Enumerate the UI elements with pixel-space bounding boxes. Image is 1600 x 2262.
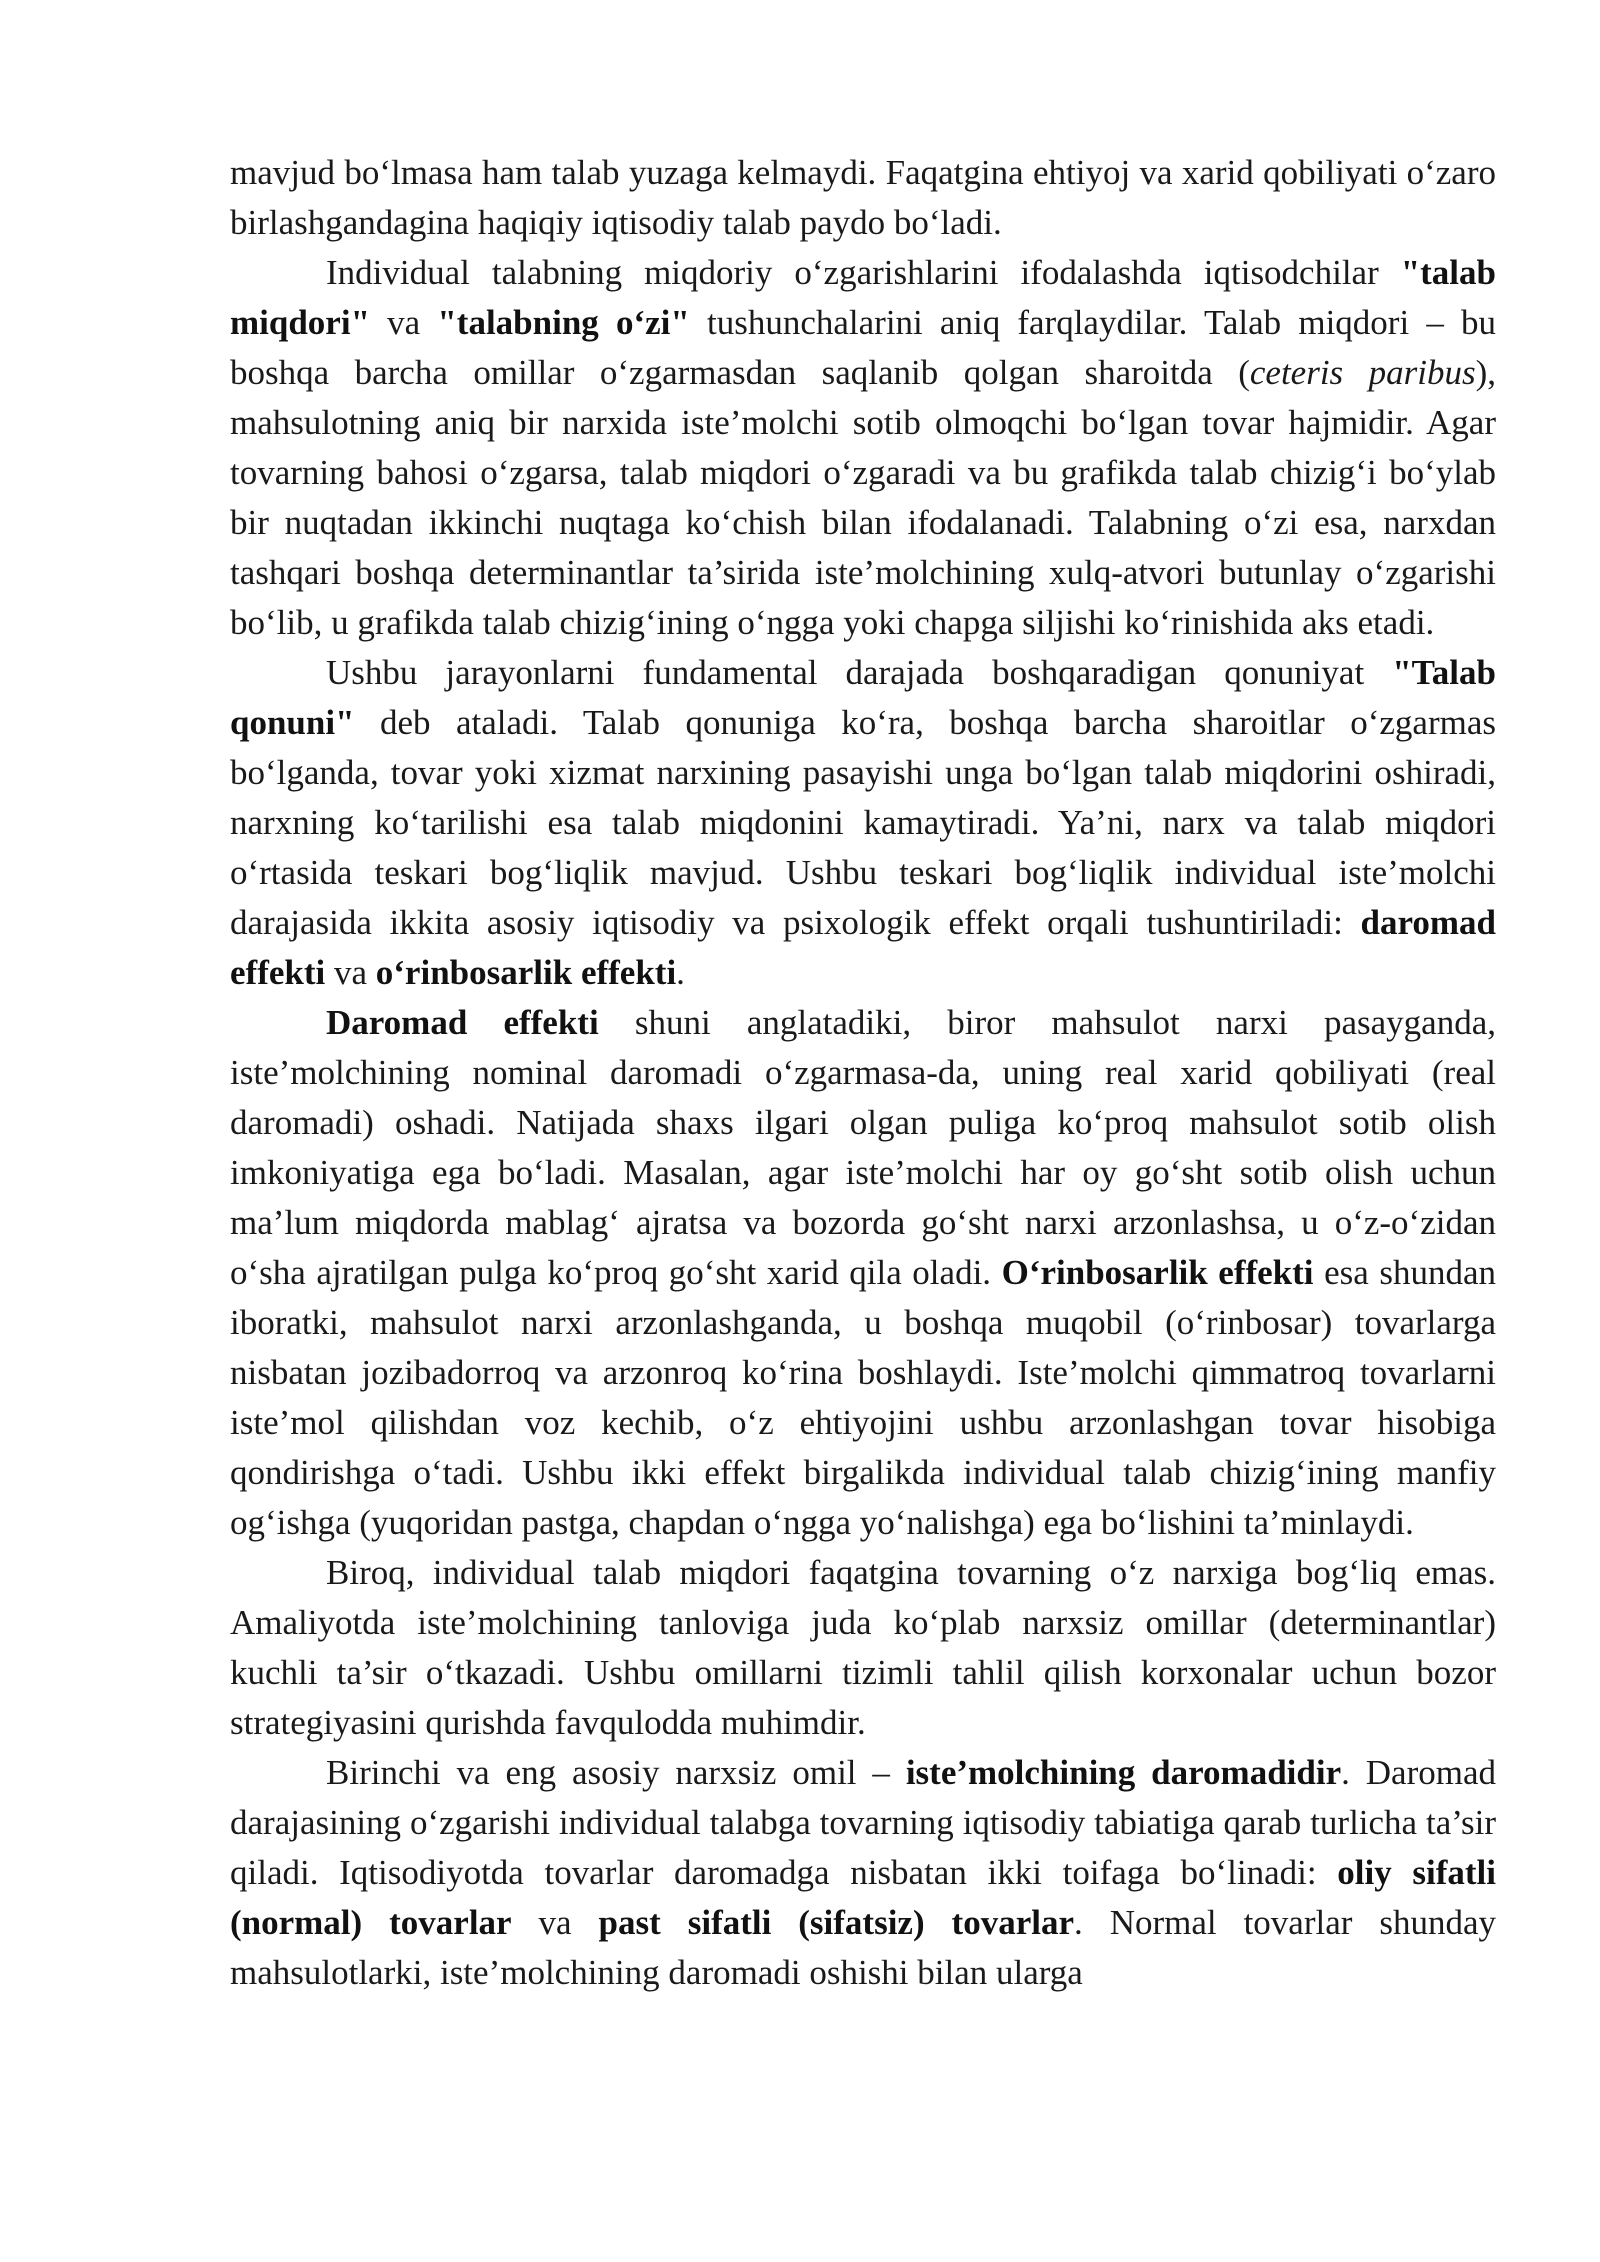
text-run: . Daromad darajasining o‘zgarishi individual talabga tovarning iqtisodiy tabiatiga qarab turlicha ta’sir qiladi. Iqtisodiyotda tovarlar daromadga nisbatan ikki toifaga bo‘linadi: [230, 1753, 1496, 1892]
bold-term: "Talab qonuni" [230, 653, 1496, 742]
body-paragraph [230, 648, 1496, 998]
text-run: Ushbu jarayonlarni fundamental darajada boshqaradigan qonuniyat [326, 653, 1393, 692]
body-paragraph [230, 148, 1496, 248]
text-run: va [511, 1903, 599, 1942]
bold-term: o‘rinbosarlik effekti [375, 953, 677, 992]
body-paragraph [230, 1548, 1496, 1748]
bold-term: oliy sifatli (normal) tovarlar [230, 1853, 1496, 1942]
italic-term: ceteris paribus [1249, 353, 1476, 392]
text-run: Biroq, individual talab miqdori faqatgina tovarning o‘z narxiga bog‘liq emas. Amaliyotda iste’molchining tanloviga juda ko‘plab narxsiz omillar (determinantlar) kuchli ta’sir o‘tkazadi. Ushbu omillarni tizimli tahlil qilish korxonalar uchun bozor strategiyasini qurishda favqulodda muhimdir. [230, 1553, 1496, 1742]
bold-term: "talab miqdori" [230, 253, 1496, 342]
text-run: tushunchalarini aniq farqlaydilar. Talab miqdori – bu boshqa barcha omillar o‘zgarmasdan saqlanib qolgan sharoitda ( [230, 303, 1496, 392]
text-run: . Normal tovarlar shunday mahsulotlarki, iste’molchining daromadi oshishi bilan ularga [230, 1903, 1497, 1992]
text-run: . [676, 953, 685, 992]
text-run: shuni anglatadiki, biror mahsulot narxi pasayganda, iste’molchining nominal daromadi o‘zgarmasa-da, uning real xarid qobiliyati (real daromadi) oshadi. Natijada shaxs ilgari olgan puliga ko‘proq mahsulot sotib olish imkoniyatiga ega bo‘ladi. Masalan, agar iste’molchi har oy go‘sht sotib olish uchun ma’lum miqdorda mablag‘ ajratsa va bozorda go‘sht narxi arzonlashsa, u o‘z-o‘zidan o‘sha ajratilgan pulga ko‘proq go‘sht xarid qila oladi. [230, 1003, 1496, 1292]
text-run: va [370, 303, 438, 342]
bold-term: Daromad effekti [326, 1003, 599, 1042]
body-paragraph [230, 998, 1496, 1548]
text-run: ), mahsulotning aniq bir narxida iste’molchi sotib olmoqchi bo‘lgan tovar hajmidir. Agar tovarning bahosi o‘zgarsa, talab miqdori o‘zgaradi va bu grafikda talab chizig‘i bo‘ylab bir nuqtadan ikkinchi nuqtaga ko‘chish bilan ifodalanadi. Talabning o‘zi esa, narxdan tashqari boshqa determinantlar ta’sirida iste’molchining xulq-atvori butunlay o‘zgarishi bo‘lib, u grafikda talab chizig‘ining o‘ngga yoki chapga siljishi ko‘rinishida aks etadi. [230, 353, 1497, 642]
bold-term: iste’molchining daromadidir [905, 1753, 1342, 1792]
bold-term: daromad effekti [230, 903, 1496, 992]
text-run: va [325, 953, 376, 992]
body-paragraph [230, 248, 1496, 648]
text-run: deb ataladi. Talab qonuniga ko‘ra, boshqa barcha sharoitlar o‘zgarmas bo‘lganda, tovar yoki xizmat narxining pasayishi unga bo‘lgan talab miqdorini oshiradi, narxning ko‘tarilishi esa talab miqdonini kamaytiradi. Ya’ni, narx va talab miqdori o‘rtasida teskari bog‘liqlik mavjud. Ushbu teskari bog‘liqlik individual iste’molchi darajasida ikkita asosiy iqtisodiy va psixologik effekt orqali tushuntiriladi: [230, 703, 1496, 942]
bold-term: "talabning o‘zi" [437, 303, 690, 342]
document-page [230, 148, 1496, 1998]
text-run: Individual talabning miqdoriy o‘zgarishlarini ifodalashda iqtisodchilar [326, 253, 1401, 292]
bold-term: past sifatli (sifatsiz) tovarlar [598, 1903, 1075, 1942]
text-run: mavjud bo‘lmasa ham talab yuzaga kelmaydi. Faqatgina ehtiyoj va xarid qobiliyati o‘zaro birlashgandagina haqiqiy iqtisodiy talab paydo bo‘ladi. [230, 153, 1496, 242]
body-paragraph [230, 1748, 1496, 1998]
text-run: Birinchi va eng asosiy narxsiz omil – [326, 1753, 906, 1792]
text-run: esa shundan iboratki, mahsulot narxi arzonlashganda, u boshqa muqobil (o‘rinbosar) tovarlarga nisbatan jozibadorroq va arzonroq ko‘rina boshlaydi. Iste’molchi qimmatroq tovarlarni iste’mol qilishdan voz kechib, o‘z ehtiyojini ushbu arzonlashgan tovar hisobiga qondirishga o‘tadi. Ushbu ikki effekt birgalikda individual talab chizig‘ining manfiy og‘ishga (yuqoridan pastga, chapdan o‘ngga yo‘nalishga) ega bo‘lishini ta’minlaydi. [230, 1253, 1496, 1542]
bold-term: O‘rinbosarlik effekti [1001, 1253, 1314, 1292]
